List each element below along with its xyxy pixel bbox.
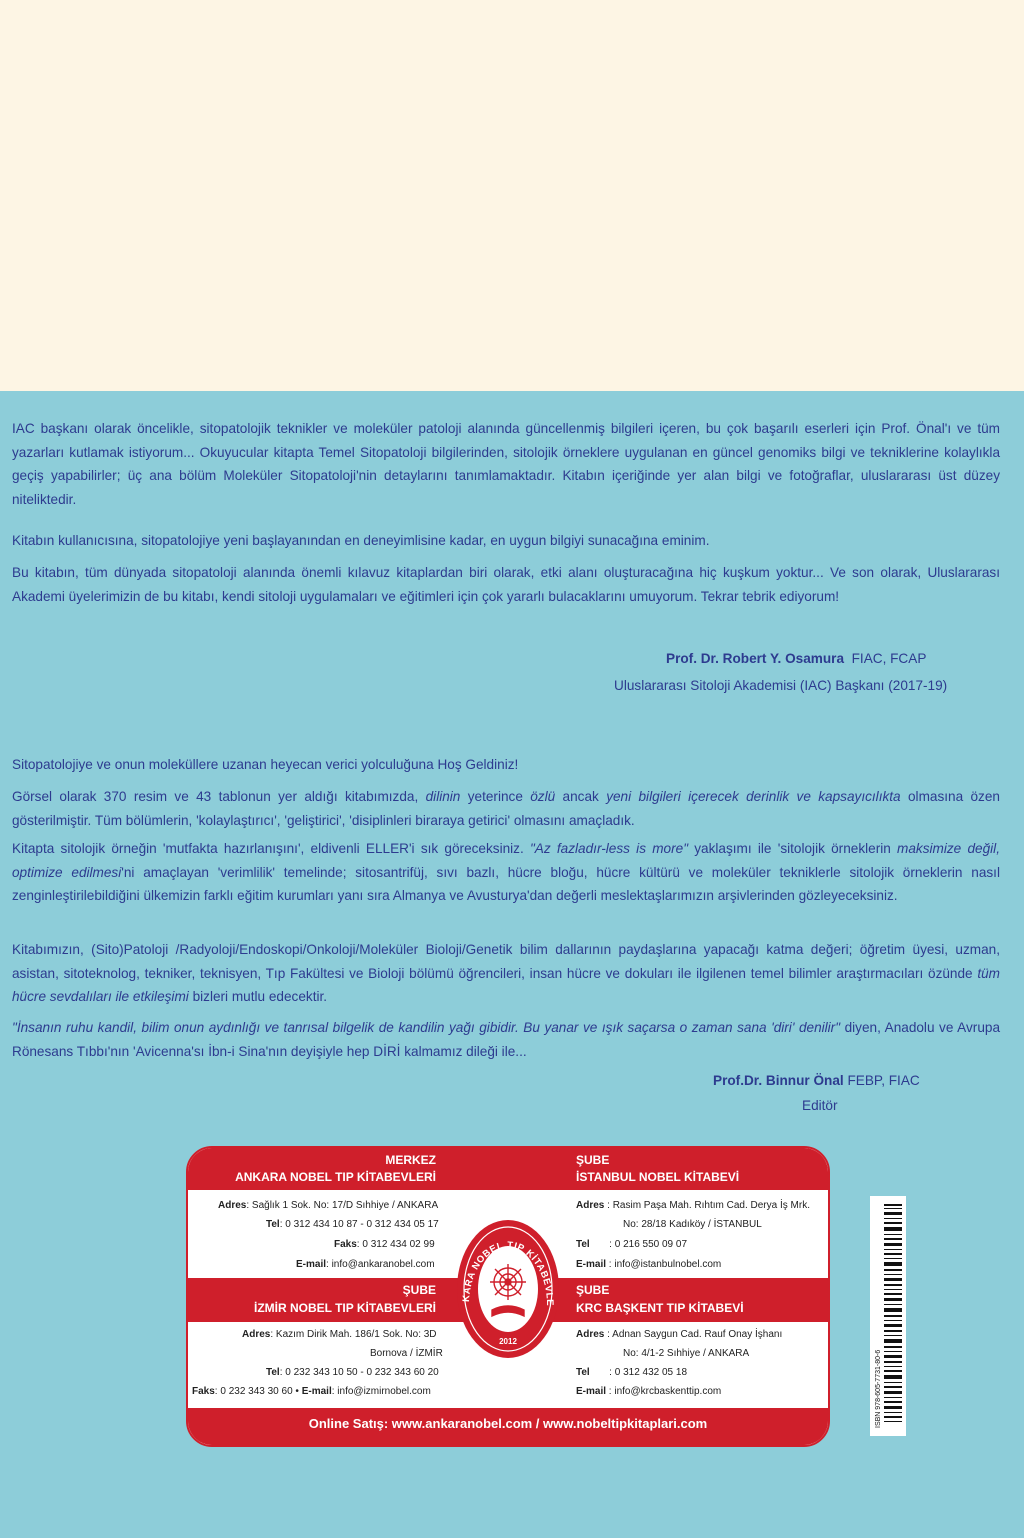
merkez-tel: Tel: 0 312 434 10 87 - 0 312 434 05 17 <box>266 1219 439 1230</box>
publisher-seal <box>455 1218 561 1360</box>
izmir-name: İZMİR NOBEL TIP KİTABEVLERİ <box>253 1301 436 1315</box>
istanbul-name: İSTANBUL NOBEL KİTABEVİ <box>576 1170 740 1184</box>
foreword1-signer-name: Prof. Dr. Robert Y. Osamura <box>666 651 845 666</box>
foreword2-signer-name: Prof.Dr. Binnur Önal <box>713 1073 844 1088</box>
merkez-adres: Adres: Sağlık 1 Sok. No: 17/D Sıhhiye / ANKARA <box>218 1200 439 1211</box>
istanbul-adres-2: No: 28/18 Kadıköy / İSTANBUL <box>623 1219 762 1230</box>
seal-year: 2012 <box>499 1337 517 1346</box>
foreword1-paragraph-3: Bu kitabın, tüm dünyada sitopatoloji alanında önemli kılavuz kitaplardan biri olarak, etki alanı oluşturacağına hiç kuşkum yoktur... Ve son olarak, Uluslararası Akademi üyelerimizin de bu kitabı, kendi sitoloji uygulamaları ve eğitimleri için çok yararlı bulacaklarını umuyorum. Tekrar tebrik ediyorum! <box>12 565 1000 604</box>
izmir-label: ŞUBE <box>402 1283 436 1297</box>
isbn-barcode <box>870 1196 906 1436</box>
foreword2-signature <box>713 1069 920 1093</box>
isbn-text: ISBN 978-605-7731-80-6 <box>875 1349 882 1428</box>
foreword2-paragraph-1: Sitopatolojiye ve onun moleküllere uzanan heyecan verici yolculuğuna Hoş Geldiniz! <box>12 757 519 772</box>
cream-top-panel <box>0 0 1024 391</box>
krc-adres-2: No: 4/1-2 Sıhhiye / ANKARA <box>623 1348 750 1359</box>
krc-adres: Adres : Adnan Saygun Cad. Rauf Onay İşhanı <box>576 1329 783 1340</box>
krc-tel: Tel : 0 312 432 05 18 <box>576 1367 688 1378</box>
istanbul-adres: Adres : Rasim Paşa Mah. Rıhtım Cad. Derya İş Mrk. <box>576 1200 810 1211</box>
seal-text: KARA NOBEL TIP KİTABEVLE <box>460 1239 556 1307</box>
izmir-adres-2: Bornova / İZMİR <box>370 1348 443 1359</box>
izmir-tel: Tel: 0 232 343 10 50 - 0 232 343 60 20 <box>266 1367 439 1378</box>
izmir-adres: Adres: Kazım Dirik Mah. 186/1 Sok. No: 3D <box>242 1329 437 1340</box>
istanbul-tel: Tel : 0 216 550 09 07 <box>576 1239 688 1250</box>
krc-name: KRC BAŞKENT TIP KİTABEVİ <box>576 1301 744 1315</box>
merkez-name: ANKARA NOBEL TIP KİTABEVLERİ <box>235 1170 436 1184</box>
foreword1-signature <box>666 647 926 671</box>
seal-emblem-icon <box>455 1218 561 1360</box>
foreword1-paragraph-1: IAC başkanı olarak öncelikle, sitopatolojik teknikler ve moleküler patoloji alanında güncellenmiş bilgileri içeren, bu çok başarılı eserleri için Prof. Önal'ı ve tüm yazarları kutlamak istiyorum... Okuyucular kitapta Temel Sitopatoloji bilgilerinden, sitolojik örneklere uygulanan en güncel genomiks bilgi ve tekniklerine kolaylıkla geçiş yapabilirler; üç ana bölüm Moleküler Sitopatoloji'nin detaylarını tanımlamaktadır. Kitabın içeriğinde yer alan bilgi ve fotoğraflar, uluslararası üst düzey niteliktedir. <box>12 421 1000 507</box>
merkez-label: MERKEZ <box>385 1153 436 1167</box>
krc-label: ŞUBE <box>576 1283 610 1297</box>
foreword2-signer-role: Editör <box>802 1098 838 1113</box>
foreword1-signer-role: Uluslararası Sitoloji Akademisi (IAC) Başkanı (2017-19) <box>614 678 948 693</box>
foreword2-paragraph-5: "İnsanın ruhu kandil, bilim onun aydınlığı ve tanrısal bilgelik de kandilin yağı gibidir. Bu yanar ve ışık saçarsa o zaman sana 'diri' denilir" diyen, Anadolu ve Avrupa Rönesans Tıbbı'nın 'Avicenna'sı İbn-i Sina'nın deyişiyle hep DİRİ kalmamız dileği ile... <box>12 1020 1001 1059</box>
foreword2-paragraph-3: Kitapta sitolojik örneğin 'mutfakta hazırlanışını', eldivenli ELLER'i sık göreceksiniz. "Az fazladır-less is more" yaklaşımı ile 'sitolojik örneklerin maksimize değil, optimize edilmesi'ni amaçlayan 'verimlilik' temelinde; sitosantrifüj, sıvı bazlı, hücre bloğu, hücre kültürü ve moleküler tekniklerle sitolojik örneklerin nasıl zenginleştirilebildiğini ülkemizin farklı eğitim kurumları yanı sıra Almanya ve Avusturya'dan değerli meslektaşlarımızın arşivlerinden gözleyeceksiniz. <box>12 841 1000 904</box>
barcode-bars-icon <box>870 1196 906 1436</box>
istanbul-email[interactable]: E-mail : info@istanbulnobel.com <box>576 1259 722 1270</box>
online-sales-links[interactable]: Online Satış: www.ankaranobel.com / www.nobeltipkitaplari.com <box>308 1416 708 1431</box>
foreword2-paragraph-4: Kitabımızın, (Sito)Patoloji /Radyoloji/Endoskopi/Onkoloji/Moleküler Bioloji/Genetik bilim dallarının paydaşlarına yapacağı katma değeri; öğretim üyesi, uzman, asistan, sitoteknolog, tekniker, teknisyen, Tıp Fakültesi ve Bioloji bölümü öğrencileri, insan hücre ve dokuları ile ilgilenen temel bilimler araştırmacıları özünde tüm hücre sevdalıları ile etkileşimi bizleri mutlu edecektir. <box>12 942 1000 1005</box>
foreword1-signer-titles: FIAC, FCAP <box>851 651 927 666</box>
publisher-card <box>186 1146 830 1447</box>
merkez-email[interactable]: E-mail: info@ankaranobel.com <box>296 1259 435 1270</box>
istanbul-label: ŞUBE <box>576 1153 610 1167</box>
merkez-faks: Faks: 0 312 434 02 99 <box>334 1239 435 1250</box>
foreword2-paragraph-2: Görsel olarak 370 resim ve 43 tablonun yer aldığı kitabımızda, dilinin yeterince özlü ancak yeni bilgileri içerecek derinlik ve kapsayıcılıkta olmasına özen gösterilmiştir. Tüm bölümlerin, 'kolaylaştırıcı', 'geliştirici', 'disiplinleri biraraya getirici' olmasını amaçladık. <box>12 789 1000 828</box>
foreword1-paragraph-2: Kitabın kullanıcısına, sitopatolojiye yeni başlayanından en deneyimlisine kadar, en uygun bilgiyi sunacağına eminim. <box>12 533 710 548</box>
izmir-faks-email: Faks: 0 232 343 30 60 • E-mail: info@izmirnobel.com <box>192 1386 431 1397</box>
foreword2-signer-titles: FEBP, FIAC <box>847 1073 920 1088</box>
krc-email[interactable]: E-mail : info@krcbaskenttip.com <box>576 1386 722 1397</box>
